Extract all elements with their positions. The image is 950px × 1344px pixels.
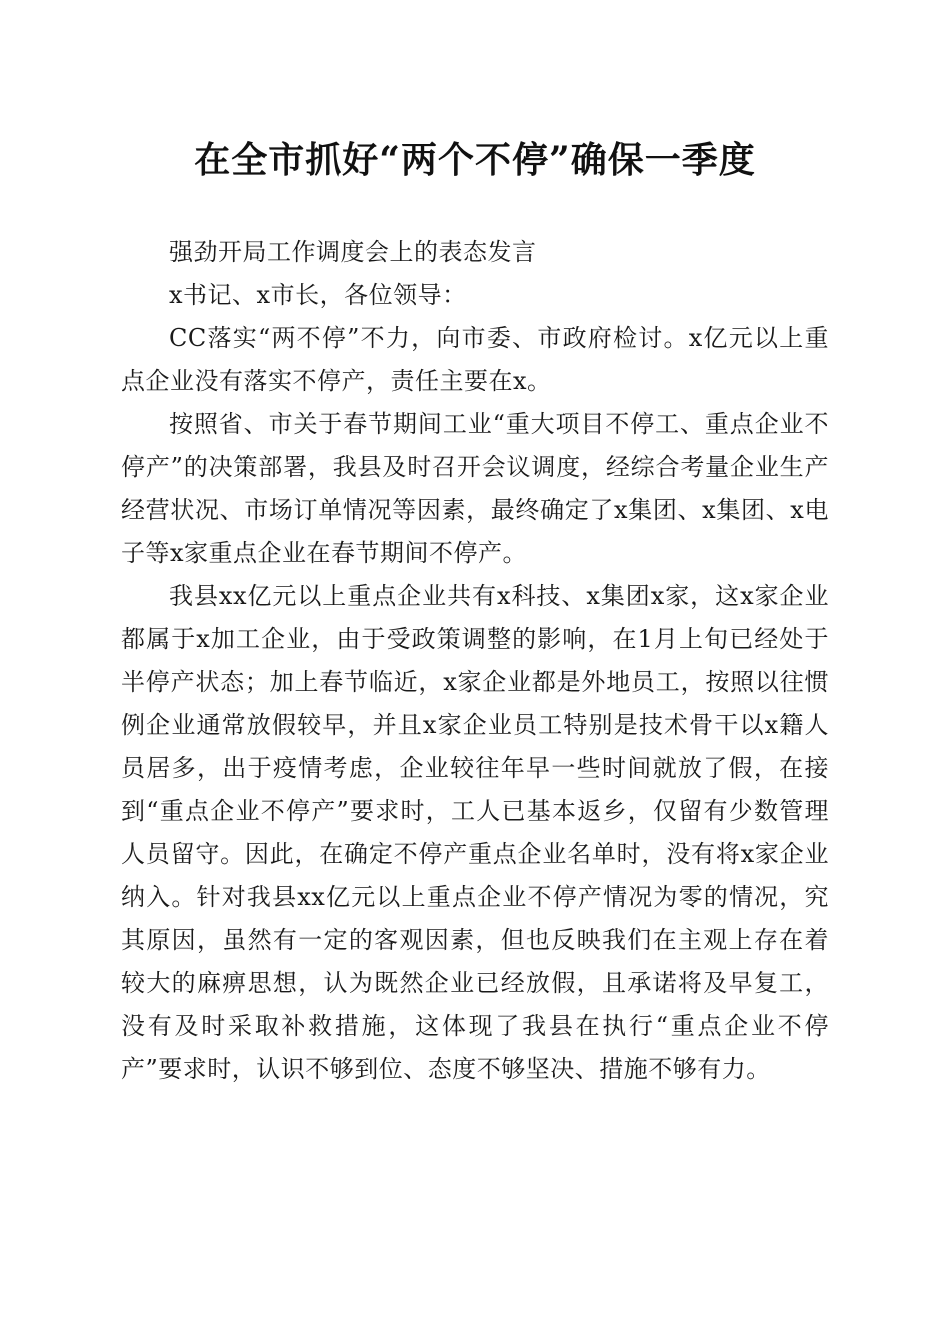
document-title: 在全市抓好“两个不停”确保一季度 bbox=[194, 139, 756, 181]
subtitle-paragraph: 强劲开局工作调度会上的表态发言 bbox=[169, 238, 537, 266]
body-paragraph: 按照省、市关于春节期间工业“重大项目不停工、重点企业不停产”的决策部署，我县及时召开会议调度，经综合考量企业生产经营状况、市场订单情况等因素，最终确定了x集团、x集团、x电子等x家重点企业在春节期间不停产。 bbox=[121, 410, 829, 567]
body-paragraph: 我县xx亿元以上重点企业共有x科技、x集团x家，这x家企业都属于x加工企业，由于受政策调整的影响，在1月上旬已经处于半停产状态；加上春节临近，x家企业都是外地员工，按照以往惯例企业通常放假较早，并且x家企业员工特别是技术骨干以x籍人员居多，出于疫情考虑，企业较往年早一些时间就放了假，在接到“重点企业不停产”要求时，工人已基本返乡，仅留有少数管理人员留守。因此，在确定不停产重点企业名单时，没有将x家企业纳入。针对我县xx亿元以上重点企业不停产情况为零的情况，究其原因，虽然有一定的客观因素，但也反映我们在主观上存在着较大的麻痹思想，认为既然企业已经放假，且承诺将及早复工，没有及时采取补救措施，这体现了我县在执行“重点企业不停产”要求时，认识不够到位、态度不够坚决、措施不够有力。 bbox=[121, 582, 829, 1083]
document-body bbox=[121, 231, 829, 1091]
body-paragraph: CC落实“两不停”不力，向市委、市政府检讨。x亿元以上重点企业没有落实不停产，责任主要在x。 bbox=[121, 324, 829, 395]
salutation-paragraph: x书记、x市长，各位领导： bbox=[169, 281, 467, 309]
